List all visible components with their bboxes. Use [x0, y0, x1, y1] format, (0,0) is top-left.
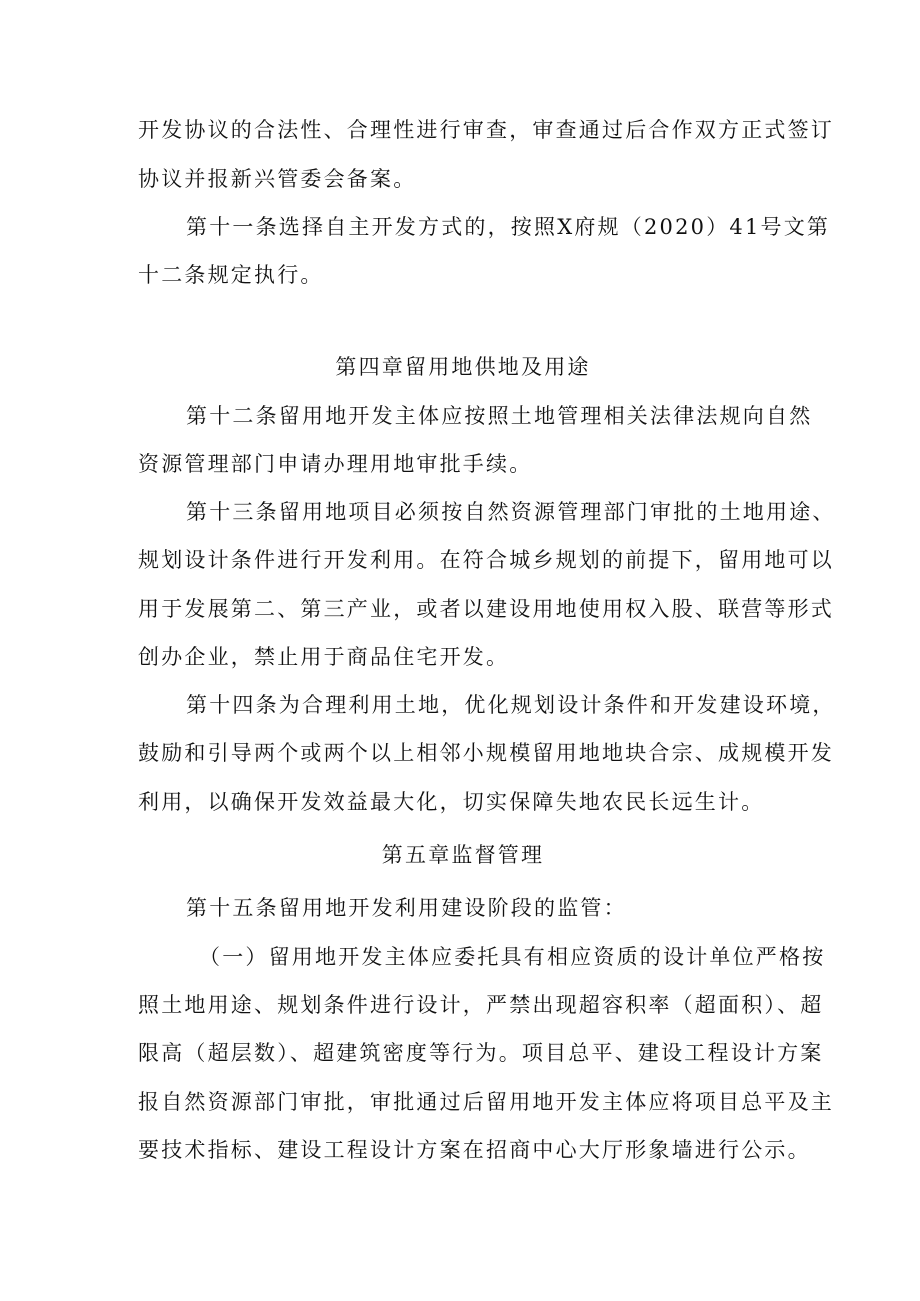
paragraph-line: 规划设计条件进行开发利用。在符合城乡规划的前提下，留用地可以 [138, 548, 834, 572]
paragraph-line: 利用，以确保开发效益最大化，切实保障失地农民长远生计。 [138, 790, 765, 814]
chapter-4-heading: 第四章留用地供地及用途 [335, 355, 591, 379]
article-12-line: 第十二条留用地开发主体应按照土地管理相关法律法规向自然 [186, 404, 813, 428]
article-13-line: 第十三条留用地项目必须按自然资源管理部门审批的土地用途、 [186, 500, 836, 524]
article-15-line: 第十五条留用地开发利用建设阶段的监管： [186, 896, 627, 920]
paragraph-line: 用于发展第二、第三产业，或者以建设用地使用权入股、联营等形式 [138, 597, 834, 621]
article-14-line: 第十四条为合理利用土地，优化规划设计条件和开发建设环境， [186, 693, 836, 717]
paragraph-line: 创办企业，禁止用于商品住宅开发。 [138, 645, 510, 669]
chapter-5-heading: 第五章监督管理 [381, 843, 545, 867]
paragraph-line: 限高（超层数）、超建筑密度等行为。项目总平、建设工程设计方案 [138, 1041, 824, 1065]
paragraph-line: 协议并报新兴管委会备案。 [138, 167, 417, 191]
paragraph-line: 资源管理部门申请办理用地审批手续。 [138, 452, 533, 476]
paragraph-line: 开发协议的合法性、合理性进行审查，审查通过后合作双方正式签订 [138, 118, 834, 142]
paragraph-line: 十二条规定执行。 [138, 263, 324, 287]
paragraph-line: 要技术指标、建设工程设计方案在招商中心大厅形象墙进行公示。 [138, 1138, 811, 1162]
paragraph-line: 照土地用途、规划条件进行设计，严禁出现超容积率（超面积）、超 [138, 993, 824, 1017]
paragraph-line: 鼓励和引导两个或两个以上相邻小规模留用地地块合宗、成规模开发 [138, 741, 834, 765]
article-11-line: 第十一条选择自主开发方式的，按照X府规（2020）41号文第 [186, 215, 831, 239]
item-1-line: （一）留用地开发主体应委托具有相应资质的设计单位严格按 [199, 945, 826, 969]
paragraph-line: 报自然资源部门审批，审批通过后留用地开发主体应将项目总平及主 [138, 1090, 834, 1114]
